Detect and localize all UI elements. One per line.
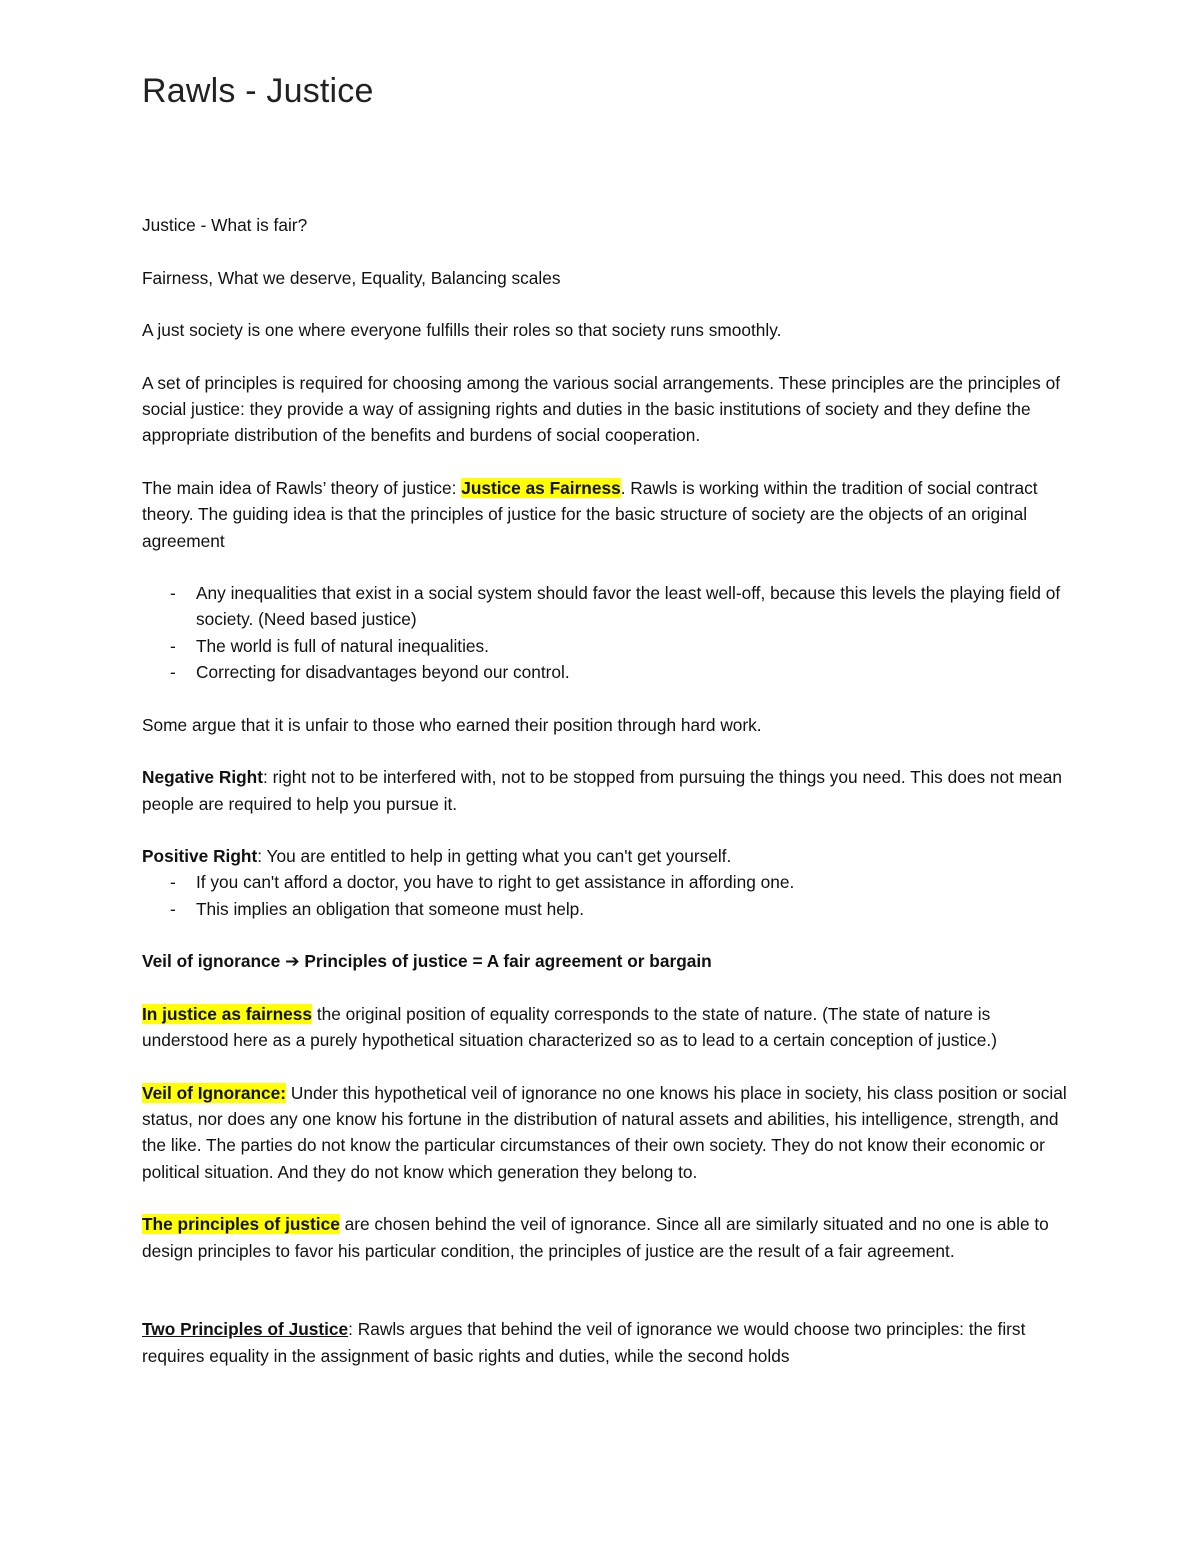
paragraph-main-idea <box>142 475 1072 554</box>
term-two-principles: Two Principles of Justice <box>142 1319 349 1340</box>
paragraph-veil-equation <box>142 948 1072 974</box>
paragraph-two-principles <box>142 1316 1072 1369</box>
paragraph-just-society: A just society is one where everyone fulfills their roles so that society runs smoothly. <box>142 320 782 341</box>
bullet-list-inequalities <box>142 580 1072 685</box>
term-positive-right: Positive Right <box>142 846 258 867</box>
veil-text: Under this hypothetical veil of ignorance no one knows his place in society, his class position or social status, nor does any one know his fortune in the distribution of natural assets and abilities, his intelligence, strength, and the like. The parties do not know the particular circumstances of their own society. They do not know their economic or political situation. And they do not know which generation they belong to. <box>142 1082 1067 1182</box>
negative-right-text: : right not to be interfered with, not to be stopped from pursuing the things you need. This does not mean people are required to help you pursue it. <box>142 767 1062 814</box>
highlight-in-justice-as-fairness: In justice as fairness <box>142 1003 313 1024</box>
list-item: - The world is full of natural inequalities. <box>142 633 1072 659</box>
paragraph-keywords: Fairness, What we deserve, Equality, Balancing scales <box>142 267 561 288</box>
paragraph-justice-as-fairness <box>142 1001 1072 1054</box>
positive-right-text: : You are entitled to help in getting what you can't get yourself. <box>257 846 732 867</box>
main-idea-intro: The main idea of Rawls’ theory of justice: <box>142 477 462 498</box>
main-idea-rest: . Rawls is working within the tradition of social contract theory. The guiding idea is that the principles of justice for the basic structure of society are the objects of an original agreement <box>142 477 1038 551</box>
highlight-justice-as-fairness: Justice as Fairness <box>461 477 621 498</box>
veil-equation-left: Veil of ignorance <box>142 951 286 972</box>
page-title: Rawls - Justice <box>142 72 374 110</box>
paragraph-positive-right <box>142 843 1072 869</box>
highlight-principles-of-justice: The principles of justice <box>142 1214 340 1235</box>
veil-equation-right: Principles of justice = A fair agreement or bargain <box>299 951 712 972</box>
arrow-right-icon: ➔ <box>285 951 300 972</box>
list-item: - This implies an obligation that someone must help. <box>142 896 1072 922</box>
highlight-veil-of-ignorance: Veil of Ignorance: <box>142 1082 287 1103</box>
spacer <box>142 1290 1072 1316</box>
list-item: - Any inequalities that exist in a social system should favor the least well-off, because this levels the playing field of society. (Need based justice) <box>142 580 1072 633</box>
two-principles-text: : Rawls argues that behind the veil of ignorance we would choose two principles: the first requires equality in the assignment of basic rights and duties, while the second holds <box>142 1319 1026 1366</box>
document-body <box>142 212 1072 1395</box>
list-item: - Correcting for disadvantages beyond our control. <box>142 659 1072 685</box>
paragraph-principles-required: A set of principles is required for choosing among the various social arrangements. These principles are the principles of social justice: they provide a way of assigning rights and duties in the basic institutions of society and they define the appropriate distribution of the benefits and burdens of social cooperation. <box>142 372 1060 446</box>
term-negative-right: Negative Right <box>142 767 263 788</box>
list-item: - If you can't afford a doctor, you have to right to get assistance in affording one. <box>142 869 1072 895</box>
paragraph-hard-work: Some argue that it is unfair to those who earned their position through hard work. <box>142 714 762 735</box>
paragraph-principles-of-justice <box>142 1211 1072 1264</box>
principles-text: are chosen behind the veil of ignorance. Since all are similarly situated and no one is able to design principles to favor his particular condition, the principles of justice are the result of a fair agreement. <box>142 1214 1049 1261</box>
fairness-text: the original position of equality corresponds to the state of nature. (The state of nature is understood here as a purely hypothetical situation characterized so as to lead to a certain conception of justice.) <box>142 1003 997 1051</box>
bullet-list-positive-right <box>142 869 1072 922</box>
paragraph-question: Justice - What is fair? <box>142 215 308 235</box>
paragraph-negative-right <box>142 764 1072 817</box>
paragraph-veil-of-ignorance <box>142 1080 1072 1185</box>
